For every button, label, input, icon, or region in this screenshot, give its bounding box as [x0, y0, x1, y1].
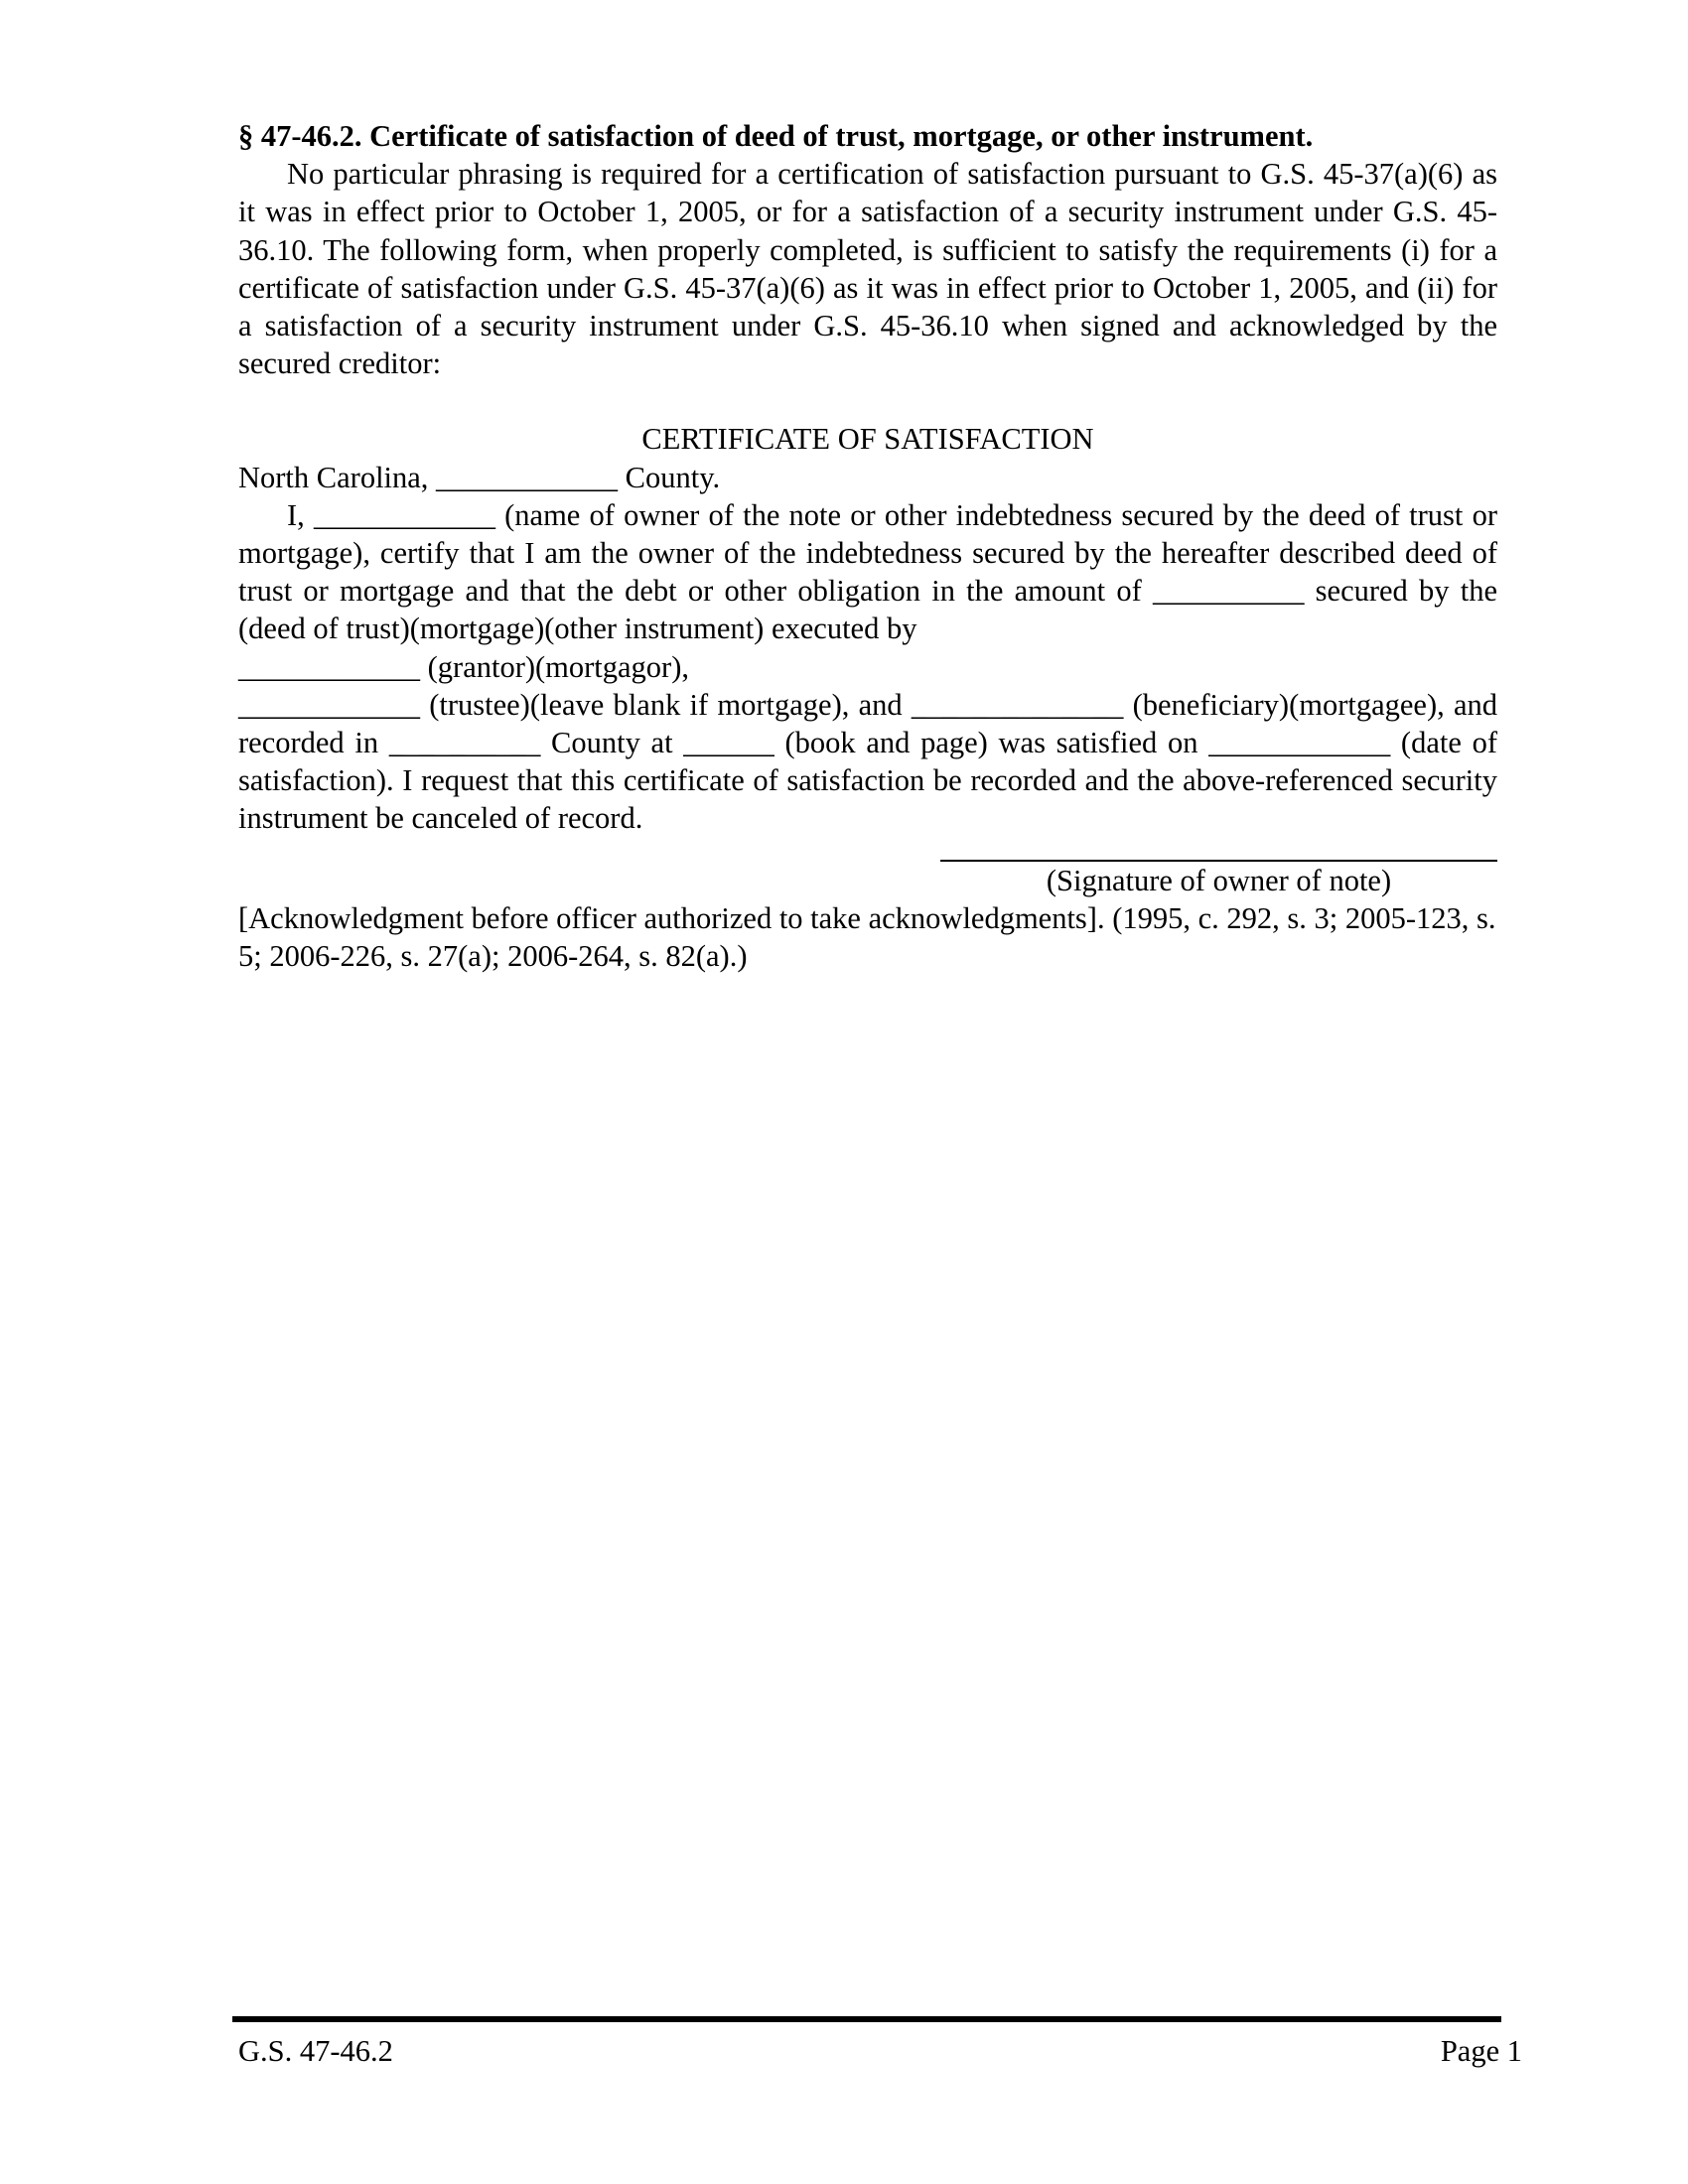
- section-heading: § 47-46.2. Certificate of satisfaction of deed of trust, mortgage, or other instrument.: [238, 119, 1314, 153]
- spacer: [238, 382, 1497, 420]
- footer-page-number: Page 1: [1440, 2034, 1522, 2068]
- acknowledgment-note: [Acknowledgment before officer authorized to take acknowledgments]. (1995, c. 292, s. 3; 2005-123, s. 5; 2006-226, s. 27(a); 2006-264, s. 82(a).): [238, 900, 1496, 974]
- certification-text-part-2: ____________ (grantor)(mortgagor),: [238, 649, 690, 684]
- signature-block: [940, 860, 1497, 899]
- certification-text-part-1: I, ____________ (name of owner of the note or other indebtedness secured by the deed of trust or mortgage), certify that I am the owner of the indebtedness secured by the hereafter described deed of trust or mortgage and that the debt or other obligation in the amount of __________ secured by the (deed of trust)(mortgage)(other instrument) executed by: [238, 497, 1497, 646]
- footer-citation: G.S. 47-46.2: [238, 2034, 393, 2068]
- document-body: [238, 117, 1497, 975]
- certification-text-part-3: ____________ (trustee)(leave blank if mortgage), and ______________ (beneficiary)(mortgagee), and recorded in __________ County at ______ (book and page) was satisfied on ____________ (date of satisfaction). I request that this certificate of satisfaction be recorded and the above-referenced security instrument be canceled of record.: [238, 687, 1497, 836]
- signature-label: (Signature of owner of note): [1046, 863, 1392, 897]
- county-line: North Carolina, ____________ County.: [238, 460, 721, 494]
- form-title: CERTIFICATE OF SATISFACTION: [641, 422, 1094, 457]
- footer-rule: [232, 2016, 1501, 2022]
- intro-paragraph: No particular phrasing is required for a certification of satisfaction pursuant to G.S. 45-37(a)(6) as it was in effect prior to October 1, 2005, or for a satisfaction of a security instrument under G.S. 45-36.10. The following form, when properly completed, is sufficient to satisfy the requirements (i) for a certificate of satisfaction under G.S. 45-37(a)(6) as it was in effect prior to October 1, 2005, and (ii) for a satisfaction of a security instrument under G.S. 45-36.10 when signed and acknowledged by the secured creditor:: [238, 157, 1497, 381]
